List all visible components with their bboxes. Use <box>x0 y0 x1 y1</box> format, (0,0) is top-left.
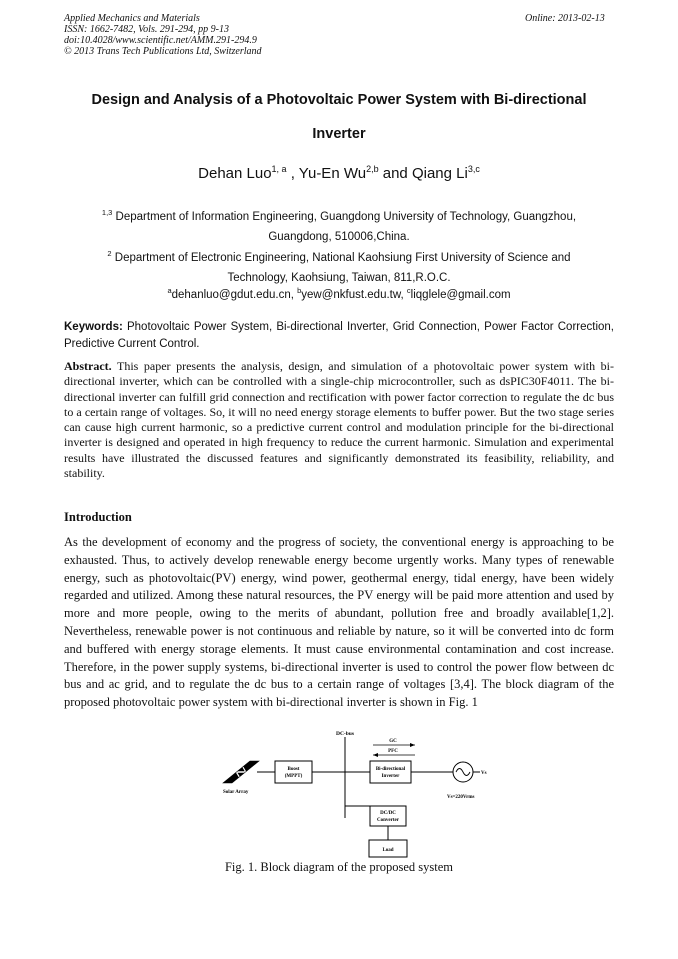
boost-converter-block <box>275 761 312 783</box>
solar-array-label: Solar Array <box>223 790 249 795</box>
paper-title-line-1: Design and Analysis of a Photovoltaic Power System with Bi-directional <box>91 92 587 108</box>
online-date: Online: 2013-02-13 <box>525 13 605 24</box>
email-mark: a <box>167 286 172 295</box>
load-label: Load <box>382 848 394 853</box>
dcdc-converter-block <box>370 806 406 826</box>
affiliation-mark: 2 <box>107 249 112 258</box>
inverter-block <box>370 761 411 783</box>
vs-label: Vs <box>481 771 487 776</box>
boost-mppt-label: (MPPT) <box>284 774 303 779</box>
pfc-label: PFC <box>388 749 398 754</box>
solar-array-icon <box>223 761 259 783</box>
boost-label: Boost <box>287 767 300 772</box>
inverter-label: Bi-directional <box>375 767 406 772</box>
journal-name: Applied Mechanics and Materials <box>64 13 200 24</box>
author-name: Qiang Li <box>411 165 468 182</box>
affiliation-text: Department of Electronic Engineering, National Kaohsiung First University of Science and <box>111 251 571 264</box>
journal-header <box>64 13 262 57</box>
email-mark: c <box>406 286 411 295</box>
author-affiliation-mark: 2,b <box>366 164 379 174</box>
affiliation-text: Guangdong, 510006,China. <box>268 230 410 243</box>
email-mark: b <box>297 286 302 295</box>
gc-label: GC <box>389 739 397 744</box>
author-affiliation-mark: 1, a <box>271 164 287 174</box>
block-diagram <box>215 728 500 858</box>
figure-caption: Fig. 1. Block diagram of the proposed system <box>224 860 454 874</box>
introduction-paragraph: As the development of economy and the progress of society, the conventional energy is approaching to be exhausted. Thus, to actively develop renewable energy become urgently works. Many types of renewable energy, such as photovoltaic(PV) energy, wind power, geothermal energy, tidal energy, have been widely regarded and utilized. Among these natural resources, the PV energy will be paid more attention and used by more and more people, owing to the merits of abundant, pollution free and broadly available[1,2]. Nevertheless, renewable power is not continuous and reliable by nature, so it will be converted into dc form and buffered with energy storage elements. It must cause environmental contamination and cost increase. Therefore, in the power supply systems, bi-directional inverter is used to control the power flow between dc bus and ac grid, and to regulate the dc bus to a certain range of voltages [3,4]. The block diagram of the proposed photovoltaic power system with bi-directional inverter is shown in Fig. 1 <box>64 535 614 710</box>
inverter-label-2: Inverter <box>381 774 400 779</box>
keywords-paragraph <box>64 319 614 353</box>
section-heading-introduction: Introduction <box>64 510 132 524</box>
email-address: dehanluo@gdut.edu.cn, <box>171 288 298 301</box>
paper-title-line-2: Inverter <box>312 126 366 142</box>
author-name: Dehan Luo <box>198 165 272 182</box>
abstract-text: This paper presents the analysis, design, and simulation of a photovoltaic power system with bi-directional inverter, which can be controlled with a single-chip microcontroller, such as dsPIC30F4011. The bi-directional inverter can fulfill grid connection and rectification with power factor correction to regulate the dc bus to a certain range of voltages. So, it will no need energy storage elements to buffer power. But the two stage series can cause high current harmonic, so a predictive current control and modulation principle for the bi-directional inverter is designed and operated in high frequency to reduce the current harmonic. Simulation and experimental results have illustrated the discussed features and significantly demonstrated its feasibility, reliability, and stability. <box>64 359 614 481</box>
author-separator: , <box>286 165 299 182</box>
author-separator: and <box>378 165 412 182</box>
affiliation-2 <box>64 244 614 288</box>
author-list <box>30 164 648 182</box>
affiliation-1 <box>64 203 614 247</box>
email-list <box>64 286 614 301</box>
affiliation-text: Department of Information Engineering, Guangdong University of Technology, Guangzhou, <box>112 210 577 223</box>
dc-bus-label: DC-bus <box>335 731 355 737</box>
keywords-label: Keywords: <box>64 321 123 333</box>
journal-issn: ISSN: 1662-7482, Vols. 291-294, pp 9-13 <box>64 24 229 35</box>
abstract-label: Abstract. <box>64 359 112 373</box>
journal-doi: doi:10.4028/www.scientific.net/AMM.291-294.9 <box>64 35 257 46</box>
email-address: yew@nkfust.edu.tw, <box>301 288 407 301</box>
affiliation-mark: 1,3 <box>101 208 113 217</box>
dcdc-label: DC/DC <box>380 811 396 816</box>
abstract-paragraph <box>64 359 614 481</box>
keywords-text: Photovoltaic Power System, Bi-directional Inverter, Grid Connection, Power Factor Correction, Predictive Current Control. <box>64 321 614 350</box>
affiliation-text: Technology, Kaohsiung, Taiwan, 811,R.O.C. <box>227 271 451 284</box>
email-address: liqglele@gmail.com <box>410 288 511 301</box>
author-affiliation-mark: 3,c <box>467 164 480 174</box>
dcdc-label-2: Converter <box>377 818 399 823</box>
vs-value-label: Vs=220Vrms <box>447 795 475 800</box>
author-name: Yu-En Wu <box>298 165 367 182</box>
journal-copyright: © 2013 Trans Tech Publications Ltd, Switzerland <box>64 46 262 57</box>
